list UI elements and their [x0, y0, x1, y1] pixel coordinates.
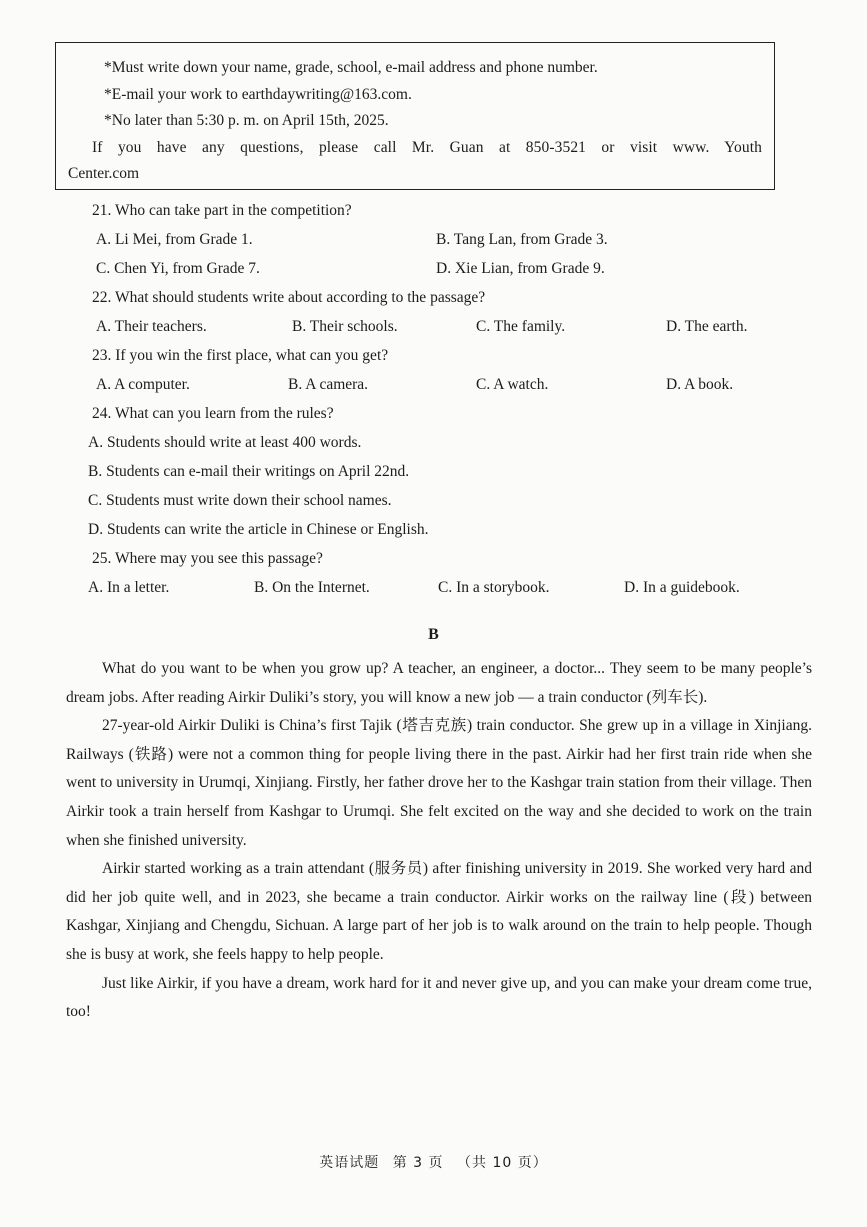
passage-paragraph-4: Just like Airkir, if you have a dream, work hard for it and never give up, and you can make your dream come true, too!: [66, 974, 812, 1021]
footer-total-pages: （共 10 页）: [457, 1155, 548, 1171]
footer-page-number: 第 3 页: [392, 1155, 444, 1171]
option-d: D. In a guidebook.: [624, 579, 740, 596]
option-list: [88, 428, 794, 544]
question-stem: 21. Who can take part in the competition?: [92, 202, 352, 219]
question-stem: 23. If you win the first place, what can you get?: [92, 347, 389, 364]
option-row: [94, 254, 794, 283]
footer-subject: 英语试题: [319, 1155, 380, 1171]
option-a: A. Students should write at least 400 words.: [88, 434, 362, 451]
notice-rule-1: *Must write down your name, grade, school, e-mail address and phone number.: [104, 59, 598, 76]
question-list: [88, 196, 794, 602]
option-row: [88, 573, 794, 602]
question-21: [94, 196, 794, 283]
option-row: [94, 312, 794, 341]
option-c: C. Students must write down their school names.: [88, 492, 392, 509]
passage-paragraph-2: 27-year-old Airkir Duliki is China’s first Tajik (塔吉克族) train conductor. She grew up in a village in Xinjiang. Railways (铁路) were not a common thing for people living there in the past. Airkir had her first train ride when she went to university in Urumqi, Xinjiang. Firstly, her father drove her to the Kashgar train station from their village. Then Airkir took a train herself from Kashgar to Urumqi. She felt excited on the way and she decided to work on the train when she finished university.: [66, 717, 812, 849]
option-b: B. Their schools.: [292, 318, 398, 335]
reading-passage: [66, 655, 812, 1027]
option-d: D. A book.: [666, 376, 734, 393]
option-c: C. In a storybook.: [438, 579, 550, 596]
question-stem: 25. Where may you see this passage?: [92, 550, 323, 567]
question-24: [88, 399, 794, 544]
option-b: B. Tang Lan, from Grade 3.: [436, 231, 608, 248]
option-c: C. A watch.: [476, 376, 549, 393]
question-stem: 22. What should students write about according to the passage?: [92, 289, 486, 306]
notice-contact: If you have any questions, please call Mr. Guan at 850-3521 or visit www. Youth: [92, 138, 762, 156]
notice-rule-2: *E-mail your work to earthdaywriting@163.com.: [104, 85, 412, 103]
option-b: B. Students can e-mail their writings on April 22nd.: [88, 463, 410, 480]
question-stem: 24. What can you learn from the rules?: [92, 405, 334, 422]
section-title: B: [428, 626, 439, 643]
option-c: C. The family.: [476, 318, 566, 335]
option-a: A. Their teachers.: [96, 318, 207, 335]
notice-rule-3: *No later than 5:30 p. m. on April 15th, 2025.: [104, 112, 389, 129]
option-b: B. A camera.: [288, 376, 369, 393]
passage-paragraph-3: Airkir started working as a train attendant (服务员) after finishing university in 2019. She worked very hard and did her job quite well, and in 2023, she became a train conductor. Airkir works on the railway line (段) between Kashgar, Xinjiang and Chengdu, Sichuan. A large part of her job is to walk around on the train to help people. Though she is busy at work, she feels happy to help people.: [66, 860, 812, 963]
option-c: C. Chen Yi, from Grade 7.: [96, 260, 260, 277]
page-footer: [0, 1152, 867, 1172]
option-d: D. Students can write the article in Chinese or English.: [88, 521, 429, 538]
option-a: A. A computer.: [96, 376, 190, 393]
option-a: A. Li Mei, from Grade 1.: [96, 231, 253, 248]
notice-contact-cont: Center.com: [68, 165, 140, 182]
option-a: A. In a letter.: [88, 579, 170, 596]
option-row: [94, 370, 794, 399]
option-d: D. The earth.: [666, 318, 748, 335]
passage-paragraph-1: What do you want to be when you grow up? A teacher, an engineer, a doctor... They seem to be many people’s dream jobs. After reading Airkir Duliki’s story, you will know a new job — a train conductor (列车长).: [66, 660, 812, 706]
option-row: [94, 225, 794, 254]
option-d: D. Xie Lian, from Grade 9.: [436, 260, 605, 277]
question-25: [88, 544, 794, 602]
question-22: [94, 283, 794, 341]
option-b: B. On the Internet.: [254, 579, 370, 596]
question-23: [94, 341, 794, 399]
notice-box: [55, 42, 775, 190]
